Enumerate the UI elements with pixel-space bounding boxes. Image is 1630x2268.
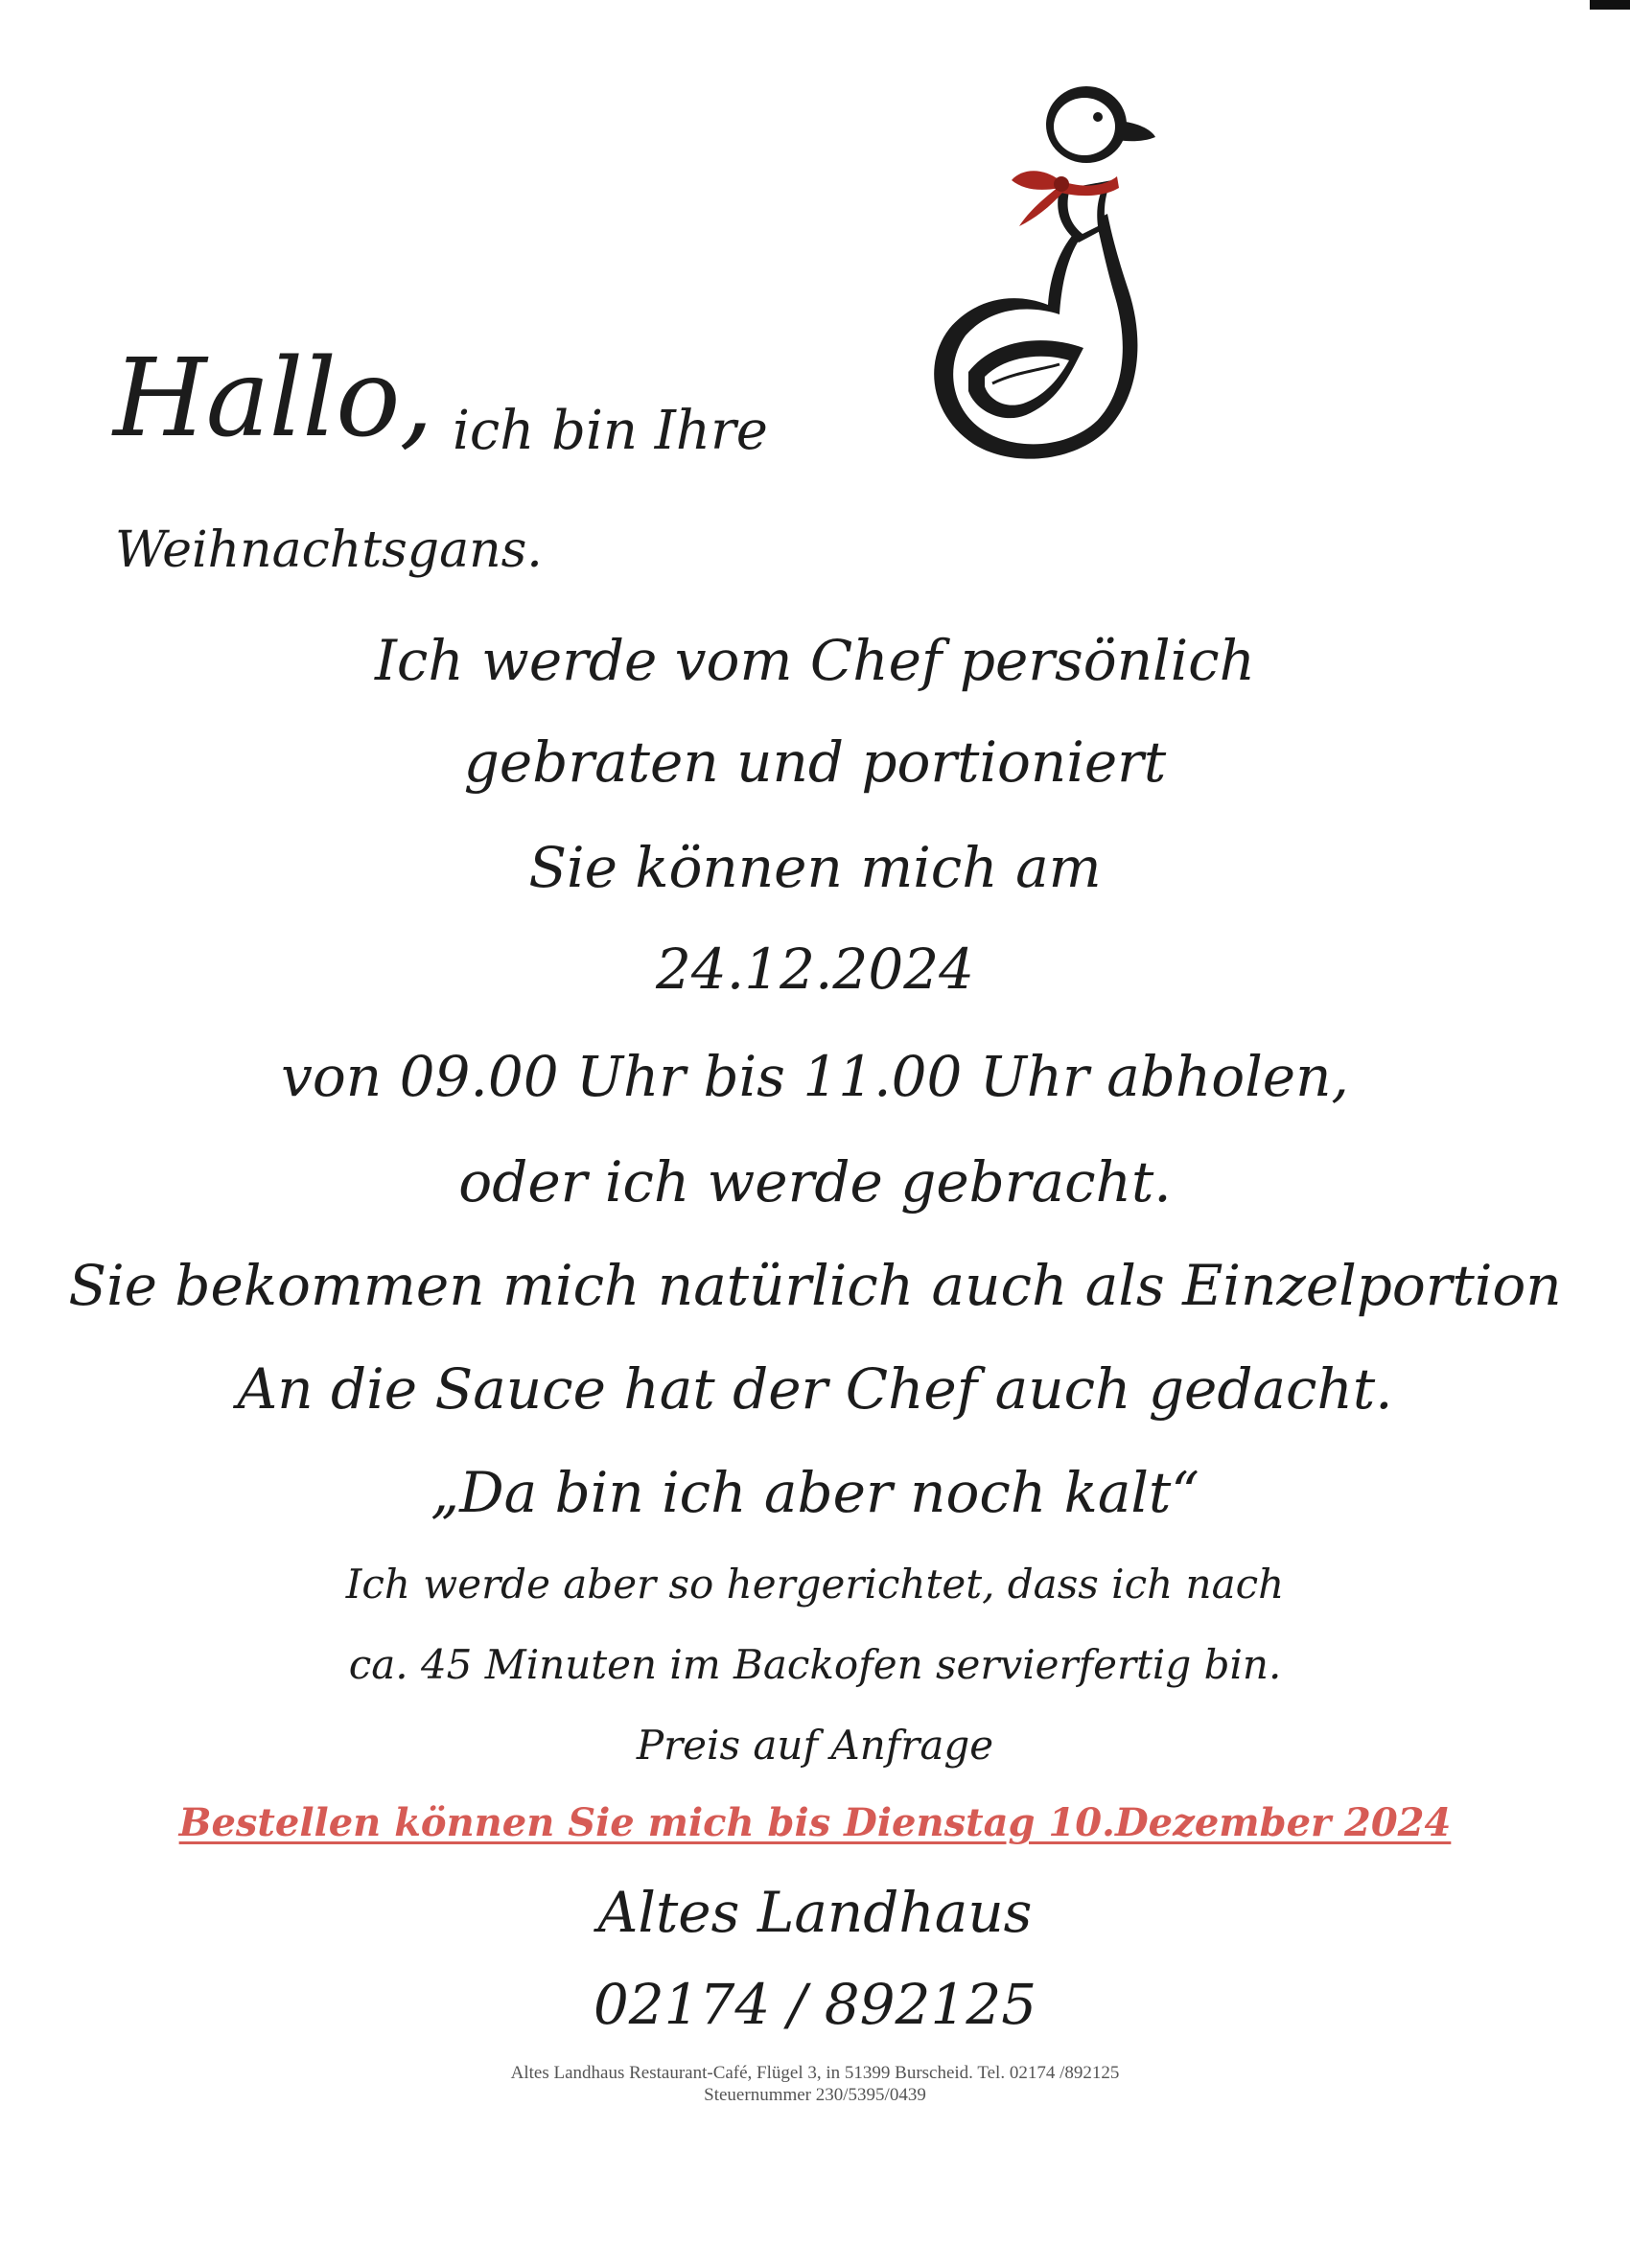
- price-note: Preis auf Anfrage: [636, 1722, 994, 1769]
- phone-number: 02174 / 892125: [593, 1972, 1037, 2037]
- order-deadline-row: [0, 1800, 1630, 1845]
- body-line-sauce: An die Sauce hat der Chef auch gedacht.: [237, 1356, 1393, 1422]
- greeting-heading: Hallo,: [113, 336, 433, 461]
- body-line-abholen-intro: Sie können mich am: [528, 835, 1102, 900]
- body-line-delivery: oder ich werde gebracht.: [458, 1149, 1172, 1215]
- greeting-continuation: ich bin Ihre: [453, 400, 768, 462]
- footer-address: Altes Landhaus Restaurant-Café, Flügel 3, in 51399 Burscheid. Tel. 02174 /892125: [510, 2063, 1120, 2083]
- pickup-time: von 09.00 Uhr bis 11.00 Uhr abholen,: [281, 1044, 1349, 1109]
- body-line-chef: Ich werde vom Chef persönlich: [374, 628, 1255, 693]
- body-line-gebraten: gebraten und portioniert: [463, 729, 1167, 795]
- order-deadline: Bestellen können Sie mich bis Dienstag 10.Dezember 2024: [178, 1800, 1452, 1845]
- body-line-prepared: Ich werde aber so hergerichtet, dass ich nach: [345, 1561, 1285, 1608]
- footer-tax-number: Steuernummer 230/5395/0439: [704, 2085, 926, 2105]
- body-line-portion: Sie bekommen mich natürlich auch als Einzelportion: [68, 1253, 1562, 1318]
- intro-text: Weihnachtsgans.: [115, 521, 543, 579]
- goose-icon: [916, 84, 1179, 468]
- scan-edge-mark: [1590, 0, 1630, 10]
- pickup-date: 24.12.2024: [655, 937, 975, 1002]
- restaurant-name: Altes Landhaus: [597, 1880, 1033, 1945]
- body-line-oven: ca. 45 Minuten im Backofen servierfertig bin.: [348, 1641, 1282, 1688]
- body-line-quote: „Da bin ich aber noch kalt“: [431, 1460, 1199, 1525]
